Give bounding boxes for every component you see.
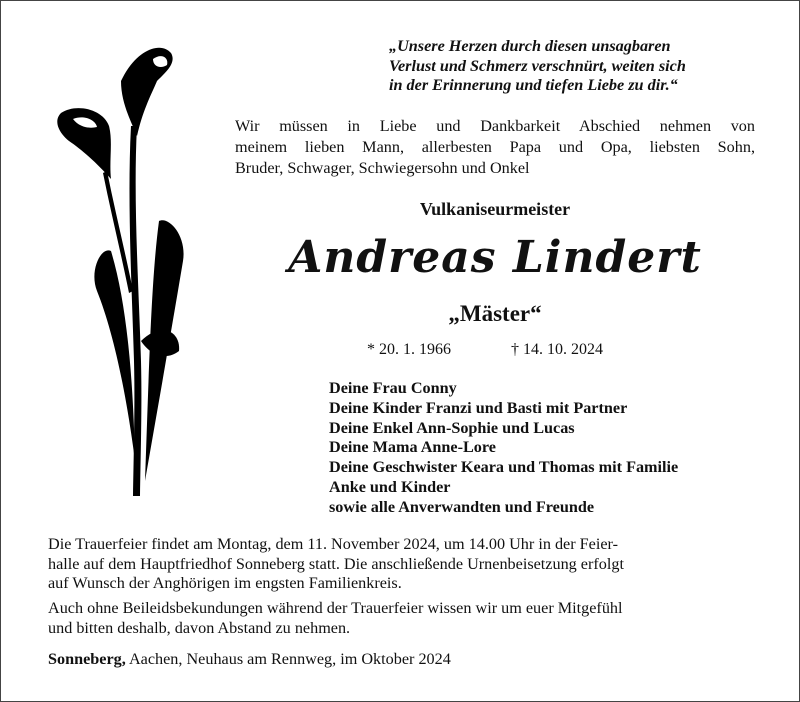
intro-line: Bruder, Schwager, Schwiegersohn und Onkel: [235, 159, 530, 177]
mourner-item: Deine Geschwister Keara und Thomas mit Familie: [329, 458, 679, 477]
calla-lily-icon: [41, 41, 231, 501]
death-date: † 14. 10. 2024: [511, 341, 603, 358]
condolence-line: Auch ohne Beileidsbekundungen während der Trauerfeier wissen wir um euer Mitgefühl: [48, 599, 623, 617]
funeral-line: Die Trauerfeier findet am Montag, dem 11. November 2024, um 14.00 Uhr in der Feier-: [48, 535, 618, 553]
quote-line: in der Erinnerung und tiefen Liebe zu dir.“: [389, 76, 678, 94]
place-and-date: [48, 650, 451, 669]
funeral-line: auf Wunsch der Anghörigen im engsten Familienkreis.: [48, 574, 402, 593]
birth-date: * 20. 1. 1966: [367, 341, 451, 358]
mourner-item: Anke und Kinder: [329, 477, 451, 496]
deceased-nickname: „Mäster“: [448, 301, 542, 326]
mourners-list: [329, 379, 678, 518]
mourner-item: Deine Enkel Ann-Sophie und Lucas: [329, 418, 575, 437]
intro-line: Wir müssen in Liebe und Dankbarkeit Abschied nehmen von: [235, 117, 755, 135]
mourner-item: Deine Frau Conny: [329, 379, 457, 397]
farewell-intro: [235, 116, 755, 179]
intro-line: meinem lieben Mann, allerbesten Papa und Opa, liebsten Sohn,: [235, 138, 755, 156]
life-dates: [367, 341, 603, 359]
mourner-item: Deine Mama Anne-Lore: [329, 438, 496, 457]
place-city: Sonneberg,: [48, 650, 126, 668]
mourner-item: sowie alle Anverwandten und Freunde: [329, 497, 595, 516]
condolence-note: [48, 599, 758, 638]
place-rest: Aachen, Neuhaus am Rennweg, im Oktober 2024: [125, 650, 451, 668]
mourner-item: Deine Kinder Franzi und Basti mit Partner: [329, 398, 628, 417]
quote-line: Verlust und Schmerz verschnürt, weiten sich: [389, 56, 686, 75]
condolence-line: und bitten deshalb, davon Abstand zu nehmen.: [48, 618, 351, 637]
quote-line: „Unsere Herzen durch diesen unsagbaren: [389, 37, 671, 55]
funeral-line: halle auf dem Hauptfriedhof Sonneberg statt. Die anschließende Urnenbeisetzung erfolgt: [48, 554, 624, 573]
deceased-name: Andreas Lindert: [288, 232, 702, 283]
deceased-title: Vulkaniseurmeister: [419, 199, 571, 219]
funeral-info: [48, 535, 758, 594]
memorial-quote: [389, 37, 769, 96]
